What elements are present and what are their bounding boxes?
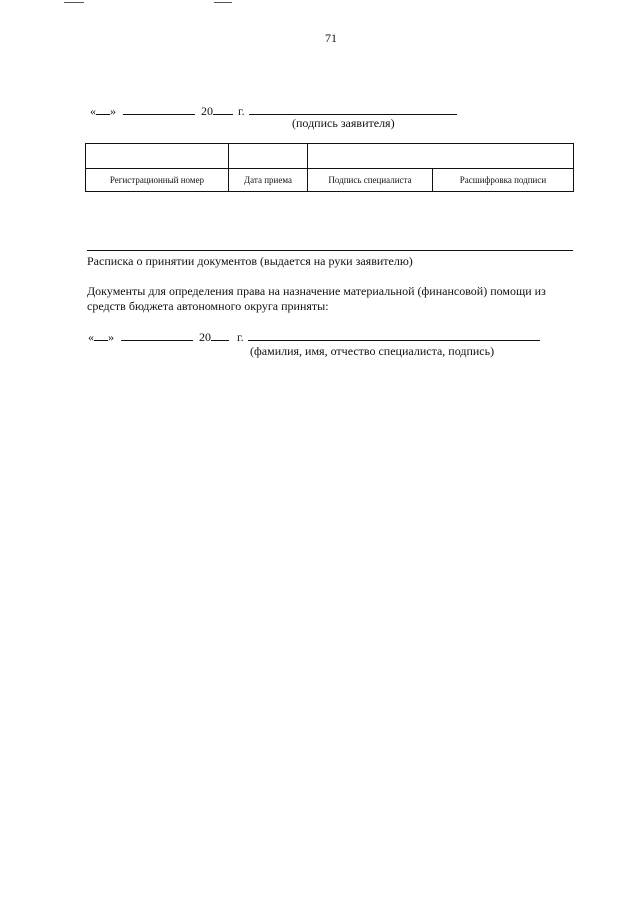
- receipt-title: Расписка о принятии документов (выдается на руки заявителю): [87, 254, 413, 268]
- year-blank: [213, 104, 233, 115]
- month-blank: [123, 104, 195, 115]
- table-cell: [229, 144, 308, 169]
- column-header-signature-transcript: Расшифровка подписи: [433, 169, 574, 192]
- column-header-date: Дата приема: [229, 169, 308, 192]
- page-number: 71: [325, 31, 337, 45]
- quote-close: »: [108, 330, 114, 344]
- registration-table: [85, 143, 574, 192]
- specialist-caption: (фамилия, имя, отчество специалиста, подпись): [250, 344, 495, 358]
- specialist-date-line: [88, 330, 540, 344]
- table-header-row: [86, 169, 574, 192]
- applicant-signature-blank: [249, 104, 457, 115]
- divider-line: [87, 250, 573, 251]
- specialist-signature-blank: [248, 330, 540, 341]
- year-prefix: 20: [201, 104, 213, 118]
- year-suffix: г.: [237, 330, 244, 344]
- column-header-registration-number: Регистрационный номер: [86, 169, 229, 192]
- table-cell: [308, 144, 574, 169]
- table-row: [86, 144, 574, 169]
- day-blank: [96, 104, 110, 115]
- scan-artifact: [64, 2, 84, 3]
- column-header-specialist-signature: Подпись специалиста: [308, 169, 433, 192]
- month-blank: [121, 330, 193, 341]
- applicant-signature-caption: (подпись заявителя): [292, 116, 395, 130]
- quote-close: »: [110, 104, 116, 118]
- table-cell: [86, 144, 229, 169]
- receipt-text: Документы для определения права на назначение материальной (финансовой) помощи из средств бюджета автономного округа приняты:: [87, 284, 546, 313]
- year-prefix: 20: [199, 330, 211, 344]
- year-suffix: г.: [238, 104, 245, 118]
- applicant-date-line: [90, 104, 457, 118]
- quote-open: «: [88, 330, 94, 344]
- quote-open: «: [90, 104, 96, 118]
- year-blank: [211, 330, 229, 341]
- day-blank: [94, 330, 108, 341]
- scan-artifact: [214, 2, 232, 3]
